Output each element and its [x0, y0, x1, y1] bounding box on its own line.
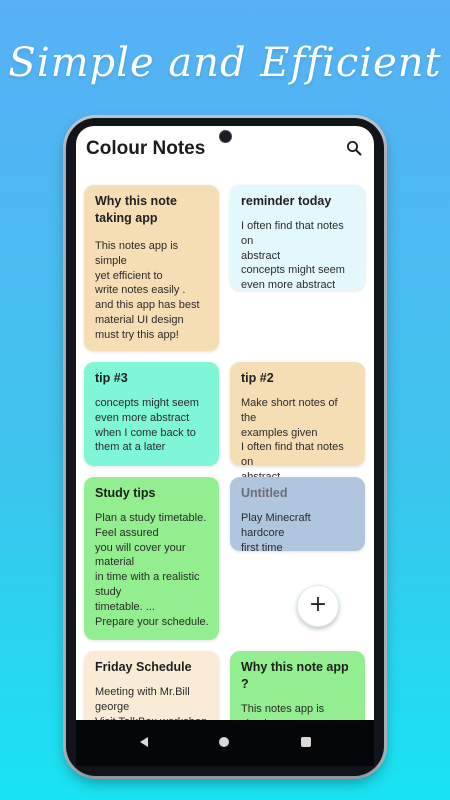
recents-icon[interactable] [301, 737, 311, 747]
system-nav-bar [76, 720, 374, 766]
app-screen [76, 126, 374, 720]
note-body: Play Minecraft hardcore first time [241, 512, 311, 554]
note-body: concepts might seem even more abstract when I come back to them at a later [95, 397, 199, 454]
note-card[interactable] [84, 362, 219, 466]
note-title: Friday Schedule [95, 660, 192, 674]
note-title: Study tips [95, 486, 156, 500]
note-body: Make short notes of the examples given I often find that notes on [241, 397, 344, 469]
note-body: This notes app is simple yet efficient to write notes easily . and this app has best material UI design must try this app! [95, 240, 200, 341]
note-title: tip #3 [95, 371, 128, 385]
add-note-button[interactable]: + [297, 585, 339, 627]
promo-headline: Simple and Efficient [8, 40, 442, 86]
note-title: Untitled [241, 486, 288, 500]
note-card[interactable] [230, 477, 365, 554]
note-card[interactable] [230, 185, 365, 290]
note-card[interactable] [84, 185, 219, 351]
back-icon[interactable] [140, 737, 148, 747]
search-icon[interactable] [346, 140, 362, 156]
note-body: This notes app is [241, 703, 325, 715]
note-card[interactable] [84, 477, 219, 640]
note-title: Why this note taking app [95, 194, 177, 225]
note-body: I often find that notes on abstract concepts might seem even more abstract [241, 220, 345, 292]
note-body: Plan a study timetable. Feel assured you will cover your material in time with a realistic study timetable. ... Prepare your schedule. [95, 512, 209, 628]
camera-icon [219, 130, 232, 143]
note-body: Meeting with Mr.Bill george [95, 686, 190, 713]
note-title: Why this note app ? [241, 660, 349, 691]
home-icon[interactable] [219, 737, 229, 747]
app-title: Colour Notes [86, 138, 206, 159]
note-title: tip #2 [241, 371, 274, 385]
note-title: reminder today [241, 194, 332, 208]
note-card[interactable] [230, 362, 365, 469]
